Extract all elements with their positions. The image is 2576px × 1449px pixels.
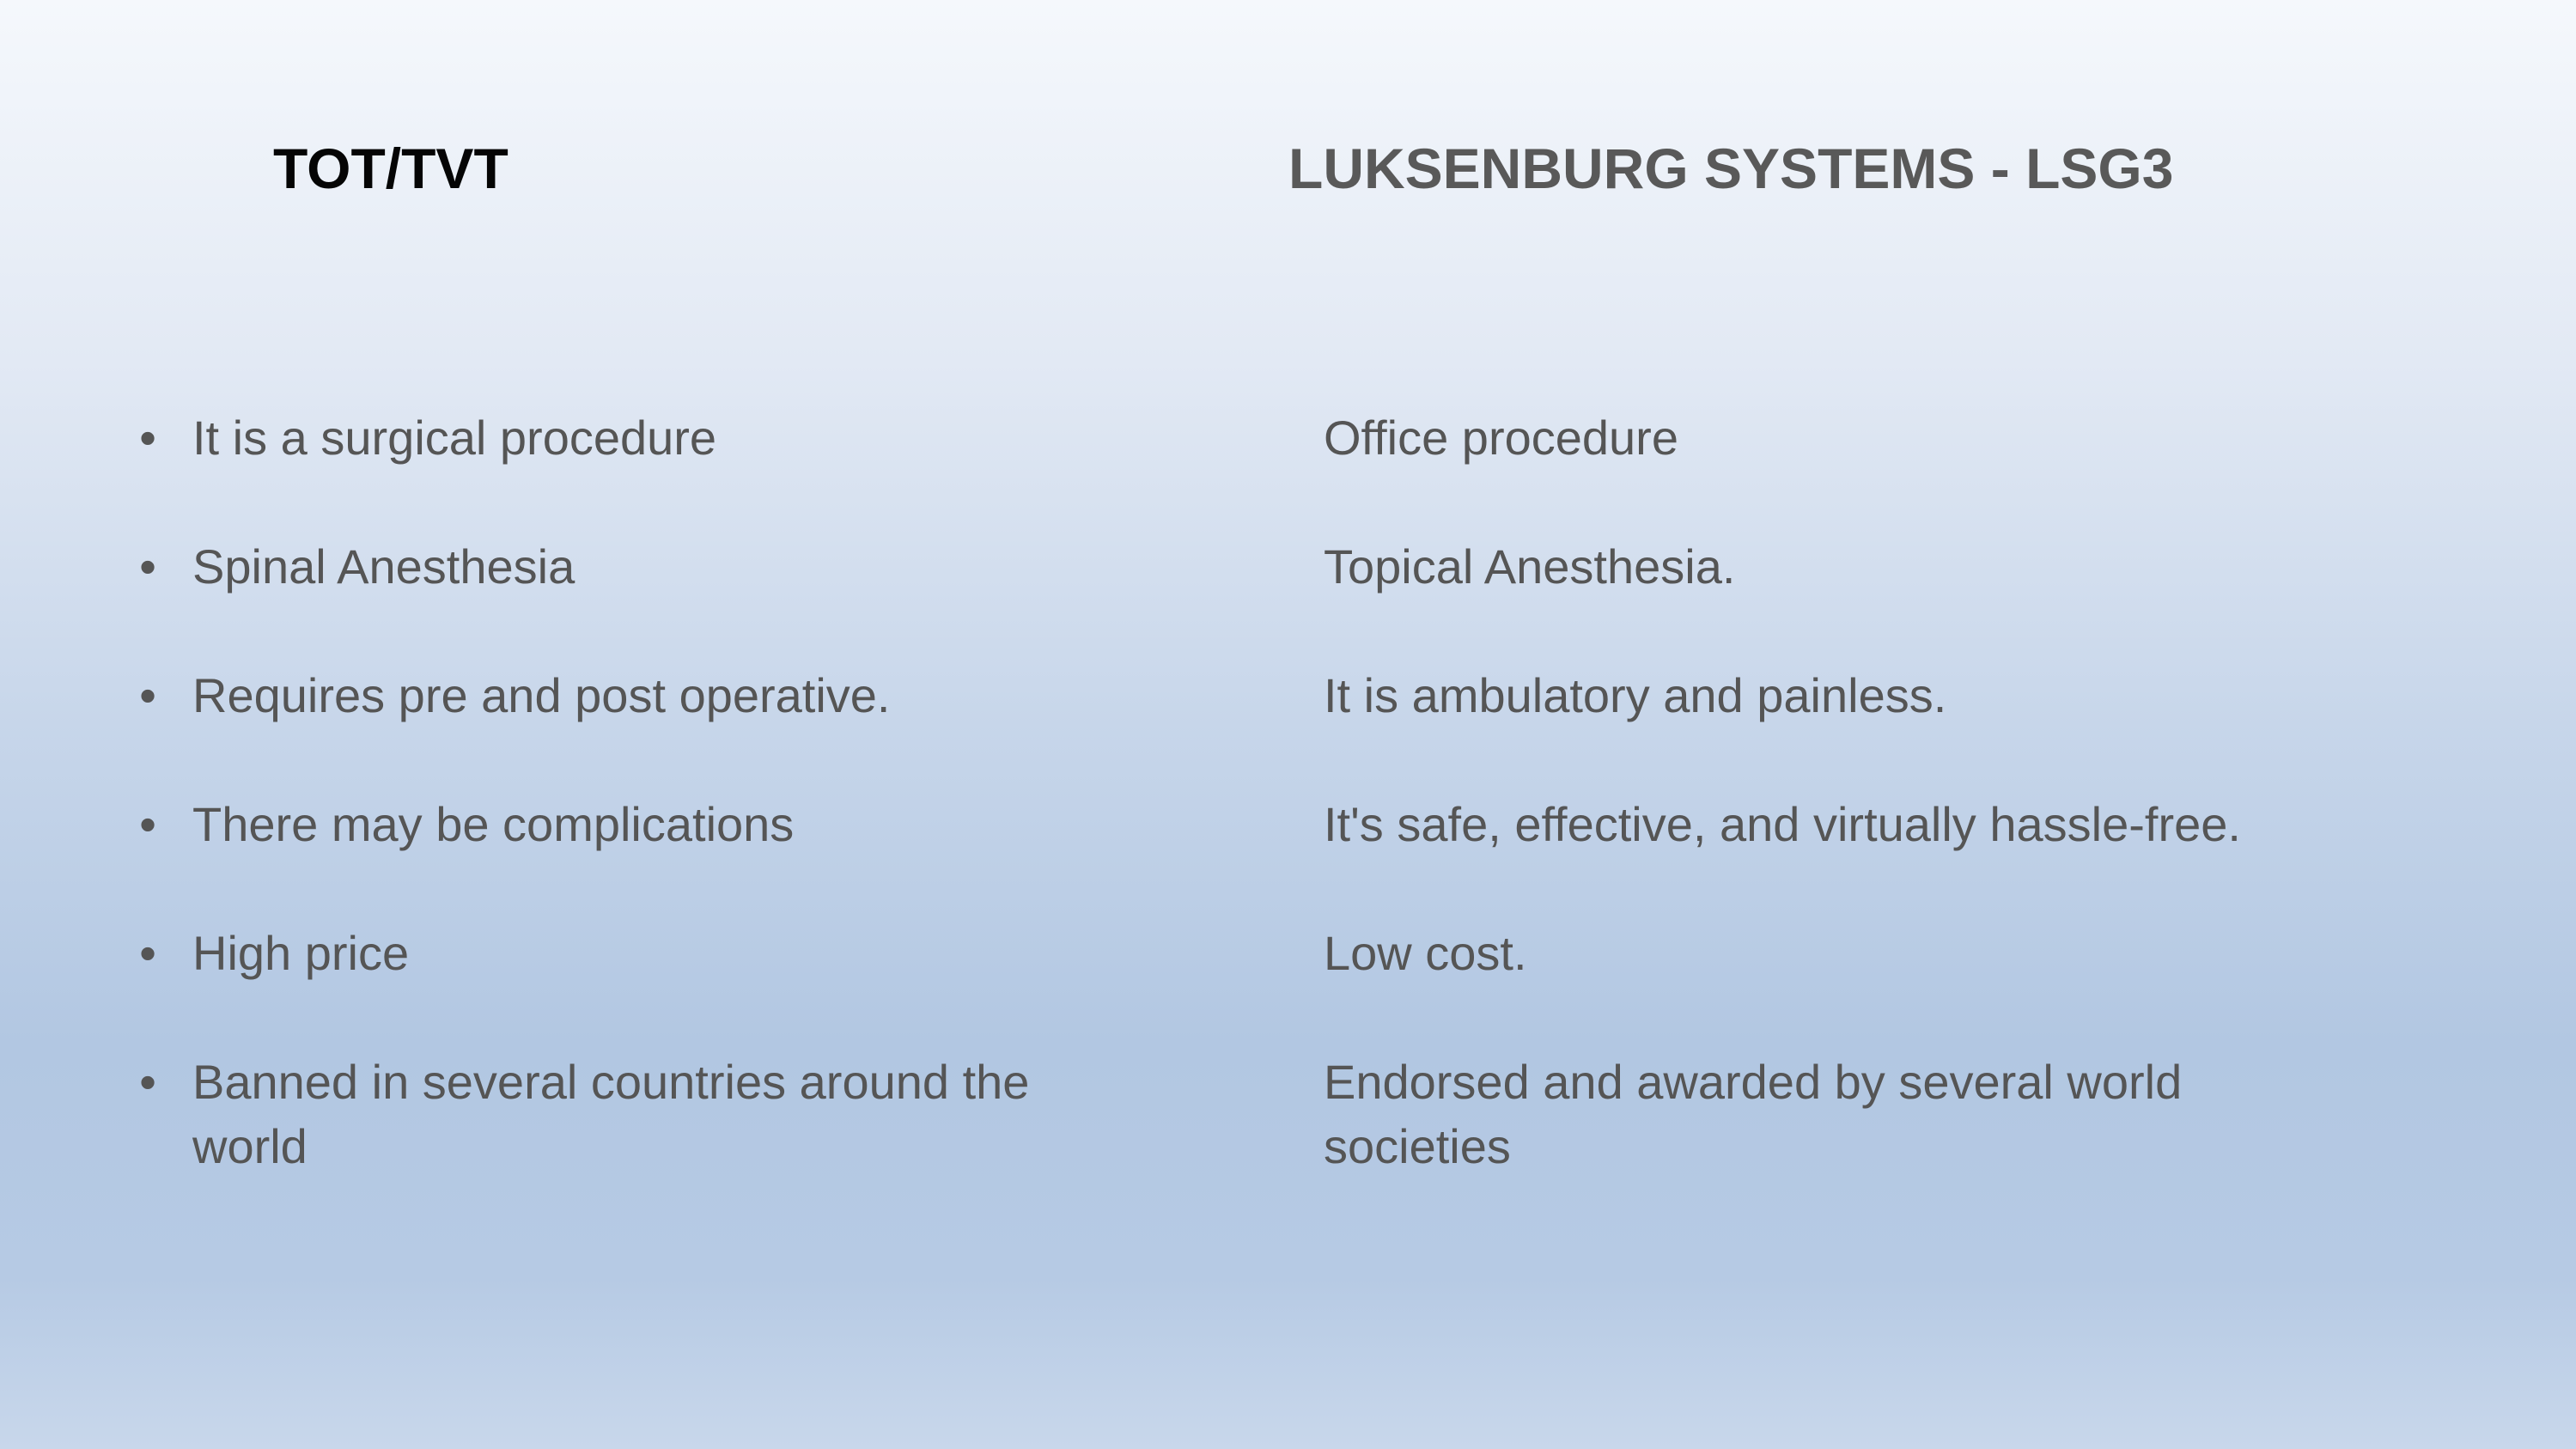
list-item <box>1324 792 2251 856</box>
bullet-icon: • <box>139 539 156 594</box>
bullet-icon: • <box>139 668 156 722</box>
list-item-text: Endorsed and awarded by several world societies <box>1324 1055 2183 1173</box>
list-item <box>139 405 1103 470</box>
list-item-text: Low cost. <box>1324 926 1527 980</box>
right-column-title: LUKSENBURG SYSTEMS - LSG3 <box>1288 137 2174 200</box>
list-item-text: There may be complications <box>192 797 795 851</box>
bullet-icon: • <box>139 926 156 980</box>
list-item <box>139 534 1103 599</box>
list-item-text: It is ambulatory and painless. <box>1324 668 1947 722</box>
list-item-text: Office procedure <box>1324 411 1678 465</box>
bullet-icon: • <box>139 411 156 465</box>
list-item <box>139 921 1103 985</box>
bullet-icon: • <box>139 1055 156 1109</box>
list-item <box>1324 663 2251 728</box>
list-item <box>1324 534 2251 599</box>
list-item <box>139 1050 1103 1178</box>
list-item <box>1324 1050 2251 1178</box>
list-item-text: Requires pre and post operative. <box>192 668 891 722</box>
list-item-text: Topical Anesthesia. <box>1324 539 1736 594</box>
list-item-text: It is a surgical procedure <box>192 411 717 465</box>
bullet-icon: • <box>139 797 156 851</box>
list-item <box>139 792 1103 856</box>
list-item-text: High price <box>192 926 410 980</box>
list-item-text: It's safe, effective, and virtually hassle-free. <box>1324 797 2241 851</box>
list-item <box>1324 405 2251 470</box>
list-item <box>1324 921 2251 985</box>
right-column-list <box>1324 405 2251 1243</box>
list-item-text: Banned in several countries around the world <box>192 1055 1030 1173</box>
list-item <box>139 663 1103 728</box>
left-column-list <box>139 405 1103 1243</box>
list-item-text: Spinal Anesthesia <box>192 539 575 594</box>
left-column-title: TOT/TVT <box>273 137 509 200</box>
